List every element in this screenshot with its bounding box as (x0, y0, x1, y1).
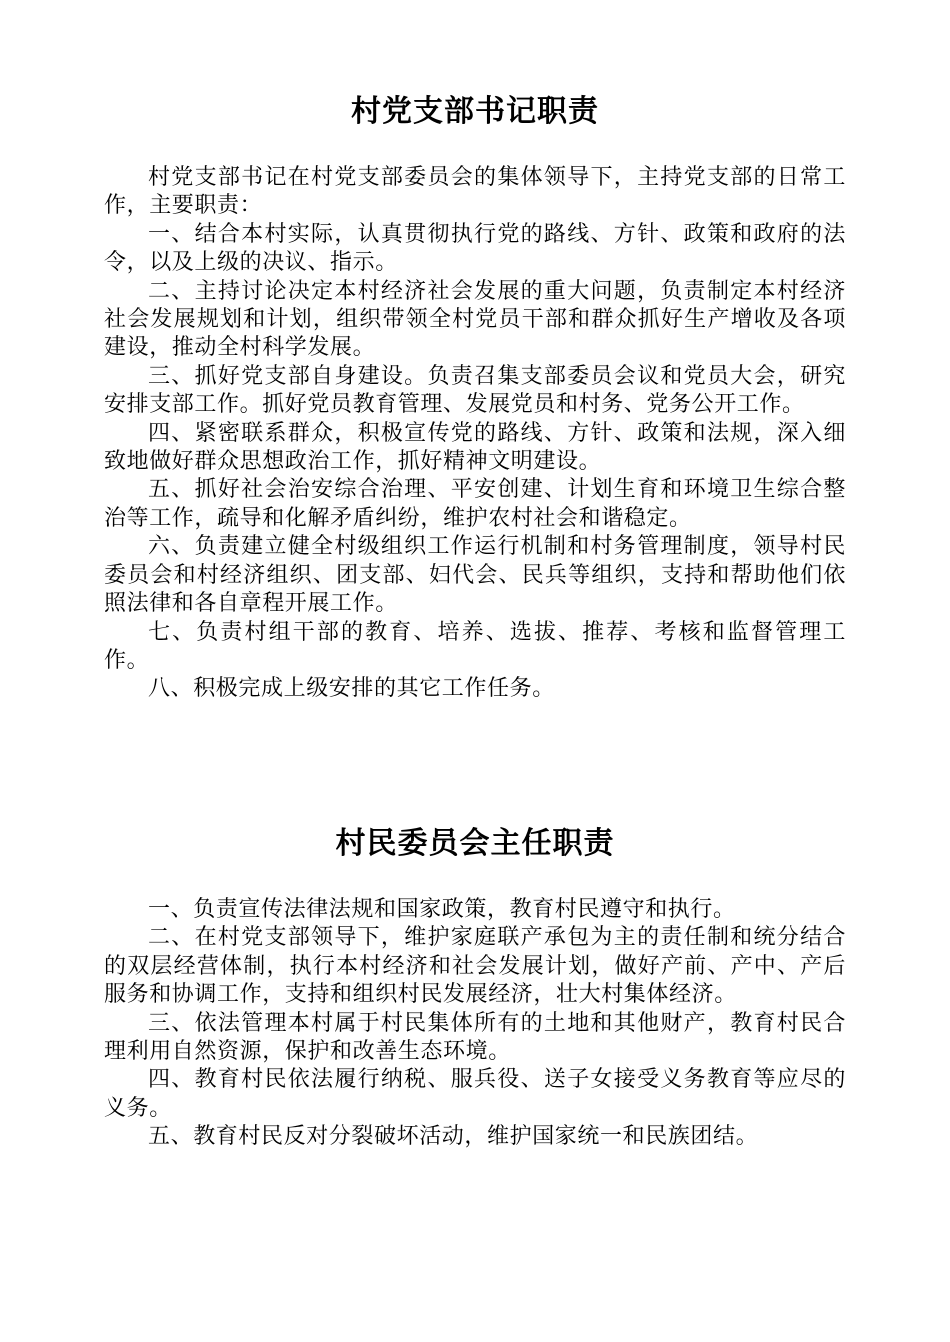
intro-paragraph: 村党支部书记在村党支部委员会的集体领导下，主持党支部的日常工作，主要职责： (104, 165, 846, 219)
section-body (104, 896, 846, 1152)
duty-item-3: 三、依法管理本村属于村民集体所有的土地和其他财产，教育村民合理利用自然资源，保护和改善生态环境。 (104, 1010, 846, 1065)
duty-item-3: 三、抓好党支部自身建设。负责召集支部委员会议和党员大会，研究安排支部工作。抓好党员教育管理、发展党员和村务、党务公开工作。 (104, 363, 846, 418)
section-title: 村党支部书记职责 (351, 94, 599, 129)
duty-item-5: 五、抓好社会治安综合治理、平安创建、计划生育和环境卫生综合整治等工作，疏导和化解矛盾纠纷，维护农村社会和谐稳定。 (104, 477, 846, 531)
section-title: 村民委员会主任职责 (335, 826, 615, 861)
duty-item-1: 一、结合本村实际，认真贯彻执行党的路线、方针、政策和政府的法令，以及上级的决议、指示。 (104, 221, 846, 276)
village-committee-director-duties-section (104, 822, 846, 1152)
duty-item-6: 六、负责建立健全村级组织工作运行机制和村务管理制度，领导村民委员会和村经济组织、团支部、妇代会、民兵等组织，支持和帮助他们依照法律和各自章程开展工作。 (104, 534, 846, 617)
duty-item-2: 二、在村党支部领导下，维护家庭联产承包为主的责任制和统分结合的双层经营体制，执行本村经济和社会发展计划，做好产前、产中、产后服务和协调工作，支持和组织村民发展经济，壮大村集体经济。 (104, 925, 846, 1008)
party-secretary-duties-section (104, 90, 846, 704)
duty-item-2: 二、主持讨论决定本村经济社会发展的重大问题，负责制定本村经济社会发展规划和计划，组织带领全村党员干部和群众抓好生产增收及各项建设，推动全村科学发展。 (104, 278, 846, 361)
section-body (104, 164, 846, 704)
duty-item-4: 四、教育村民依法履行纳税、服兵役、送子女接受义务教育等应尽的义务。 (104, 1067, 846, 1121)
duty-item-8: 八、积极完成上级安排的其它工作任务。 (148, 676, 555, 702)
duty-item-1: 一、负责宣传法律法规和国家政策，教育村民遵守和执行。 (148, 897, 736, 922)
duty-item-7: 七、负责村组干部的教育、培养、选拔、推荐、考核和监督管理工作。 (104, 619, 846, 673)
duty-item-4: 四、紧密联系群众，积极宣传党的路线、方针、政策和法规，深入细致地做好群众思想政治工作，抓好精神文明建设。 (104, 420, 846, 475)
duty-item-5: 五、教育村民反对分裂破坏活动，维护国家统一和民族团结。 (148, 1124, 759, 1150)
